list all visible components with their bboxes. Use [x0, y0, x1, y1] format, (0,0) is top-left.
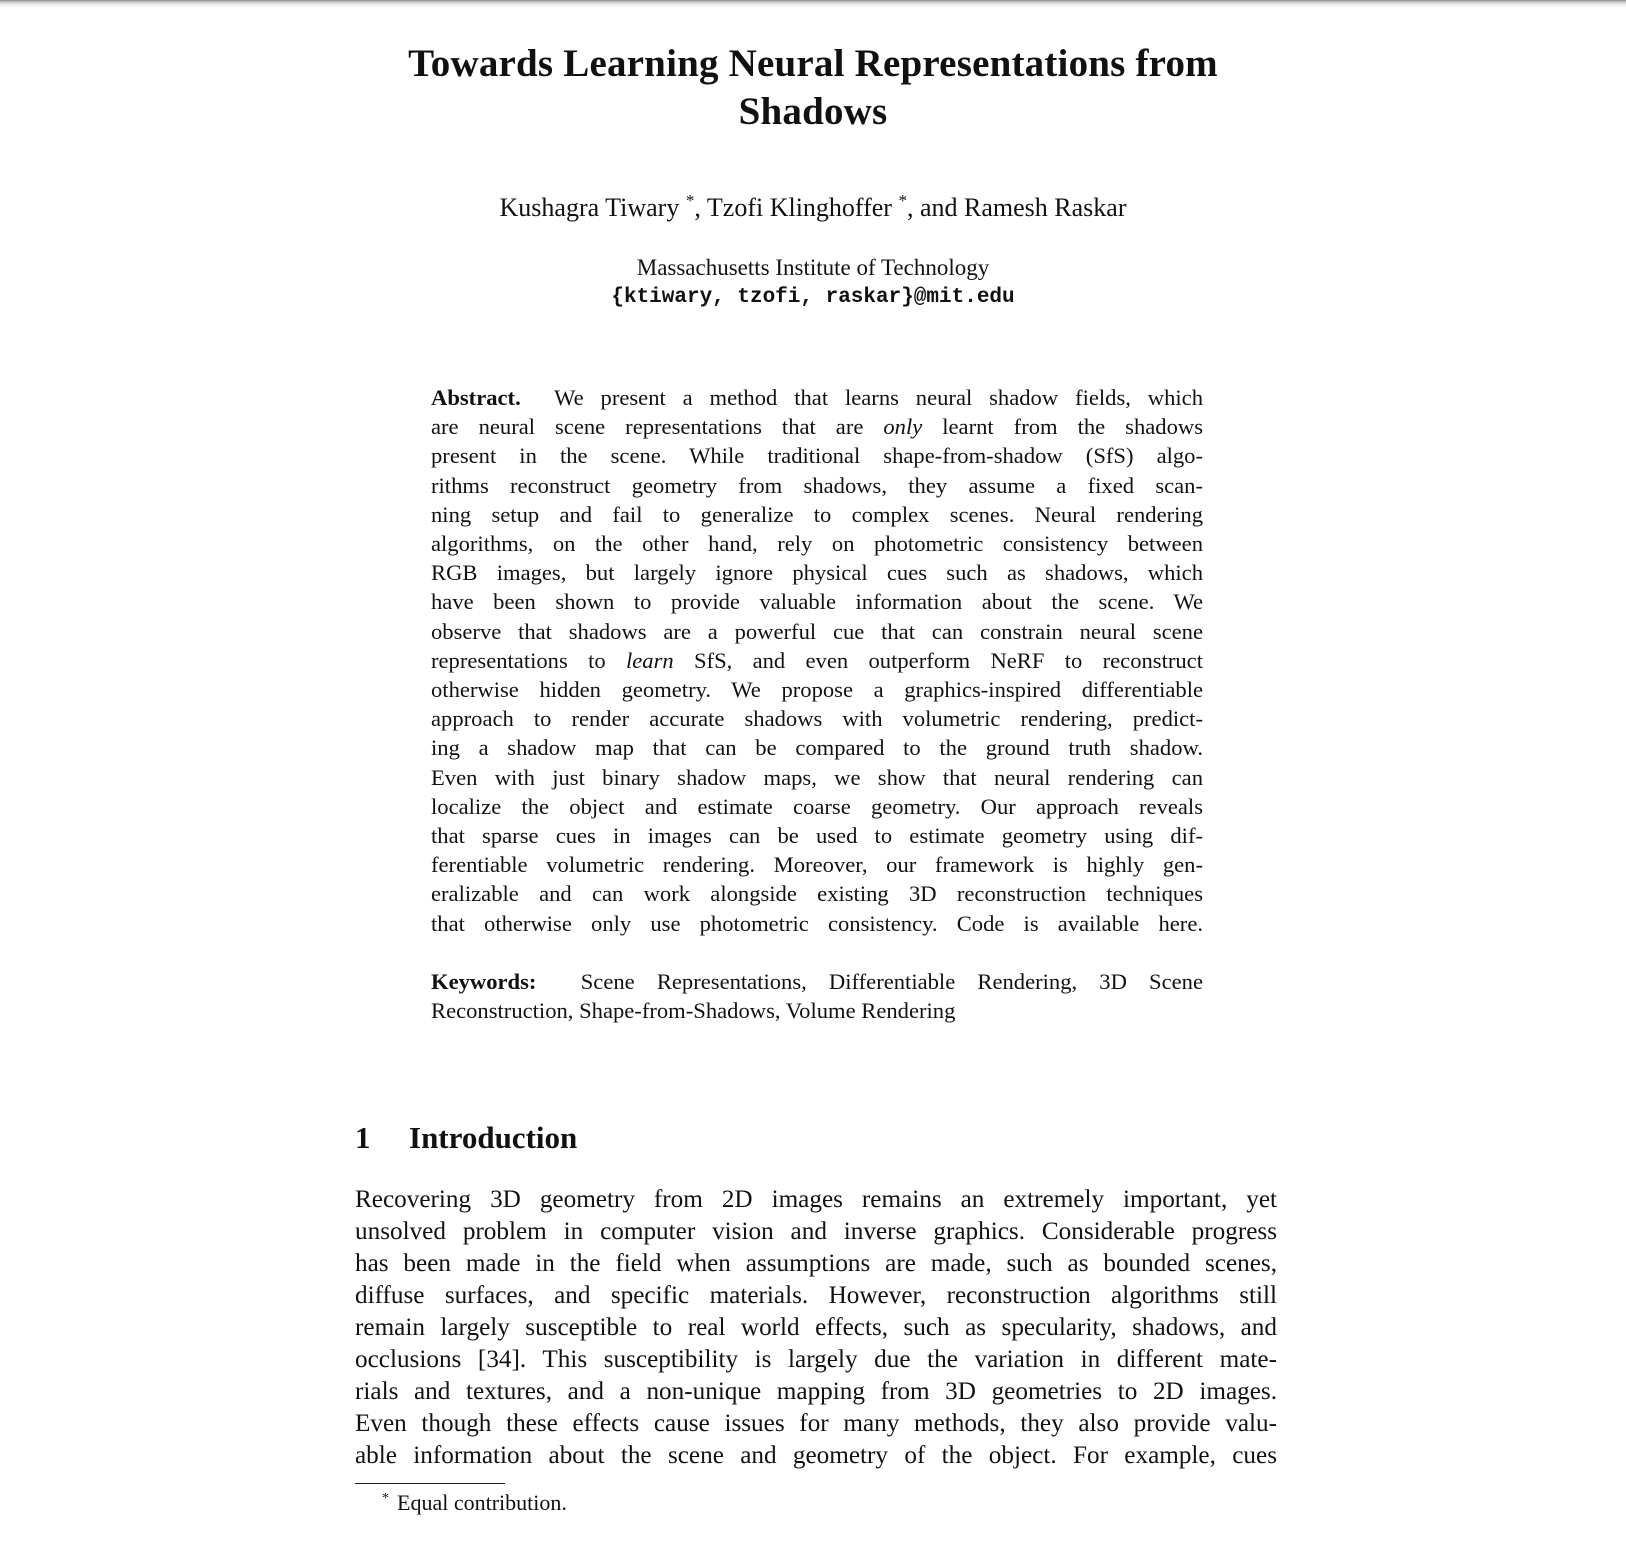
paper-title	[300, 40, 1326, 136]
author-name: Tzofi Klinghoffer	[706, 193, 892, 222]
body-line: remain largely susceptible to real world effects, such as specularity, shadows, and	[355, 1314, 1277, 1341]
body-line: unsolved problem in computer vision and inverse graphics. Considerable progress	[355, 1218, 1277, 1245]
abstract-text: are neural scene representations that are	[431, 414, 884, 440]
abstract-line: Even with just binary shadow maps, we show that neural rendering can	[431, 764, 1203, 790]
abstract-text: We present a method that learns neural shadow fields, which	[554, 385, 1203, 410]
paper-title-line-1: Towards Learning Neural Representations from	[408, 42, 1218, 85]
abstract-line: localize the object and estimate coarse geometry. Our approach reveals	[431, 793, 1203, 819]
author-list	[300, 192, 1326, 227]
abstract-line: have been shown to provide valuable information about the scene. We	[431, 589, 1203, 615]
body-line: rials and textures, and a non-unique mapping from 3D geometries to 2D images.	[355, 1378, 1277, 1405]
body-line: Recovering 3D geometry from 2D images remains an extremely important, yet	[355, 1186, 1277, 1213]
abstract-line: ing a shadow map that can be compared to the ground truth shadow.	[431, 735, 1203, 761]
section-title: Introduction	[409, 1120, 578, 1155]
abstract-line: present in the scene. While traditional shape-from-shadow (SfS) algo-	[431, 443, 1203, 469]
body-line: Even though these effects cause issues for many methods, they also provide valu-	[355, 1410, 1277, 1437]
author-name: Ramesh Raskar	[964, 193, 1127, 222]
abstract-text: learnt from the shadows	[922, 414, 1203, 440]
abstract-emphasis: only	[883, 414, 923, 440]
abstract-line: otherwise hidden geometry. We propose a graphics-inspired differentiable	[431, 677, 1203, 703]
section-number: 1	[355, 1120, 371, 1155]
keywords-text: Scene Representations, Differentiable Rendering, 3D Scene	[580, 969, 1203, 994]
keywords	[431, 967, 1203, 1025]
abstract-line	[431, 383, 1203, 412]
section-heading	[355, 1118, 577, 1158]
abstract-line: eralizable and can work alongside existing 3D reconstruction techniques	[431, 881, 1203, 907]
author-separator: , and	[906, 193, 965, 222]
author-mark: *	[898, 191, 907, 210]
footnote	[382, 1489, 567, 1521]
body-line: has been made in the field when assumptions are made, such as bounded scenes,	[355, 1250, 1277, 1277]
author-separator: ,	[694, 193, 707, 222]
abstract-line: RGB images, but largely ignore physical cues such as shadows, which	[431, 560, 1203, 586]
abstract-label: Abstract.	[431, 385, 521, 410]
abstract-line: that sparse cues in images can be used to estimate geometry using dif-	[431, 823, 1203, 849]
abstract-line: observe that shadows are a powerful cue that can constrain neural scene	[431, 618, 1203, 644]
keywords-label: Keywords:	[431, 969, 537, 994]
affiliation: Massachusetts Institute of Technology	[636, 255, 990, 280]
abstract-line: rithms reconstruct geometry from shadows, they assume a fixed scan-	[431, 472, 1203, 498]
body-line: able information about the scene and geometry of the object. For example, cues	[355, 1442, 1277, 1469]
abstract-emphasis: learn	[625, 647, 674, 673]
paper-title-line-2: Shadows	[738, 90, 888, 133]
introduction-body	[355, 1184, 1277, 1472]
abstract-text: representations to	[431, 647, 626, 673]
abstract-line	[431, 646, 1203, 675]
body-line: occlusions [34]. This susceptibility is largely due the variation in different mate-	[355, 1346, 1277, 1373]
abstract-line: that otherwise only use photometric consistency. Code is available here.	[431, 910, 1203, 936]
abstract-line: approach to render accurate shadows with volumetric rendering, predict-	[431, 706, 1203, 732]
body-line: diffuse surfaces, and specific materials. However, reconstruction algorithms still	[355, 1282, 1277, 1309]
author-emails: {ktiwary, tzofi, raskar}@mit.edu	[611, 286, 1015, 309]
keywords-line	[431, 967, 1203, 996]
keywords-line: Reconstruction, Shape-from-Shadows, Volume Rendering	[431, 998, 956, 1024]
abstract-text: SfS, and even outperform NeRF to reconstruct	[673, 647, 1203, 673]
footnote-mark: *	[382, 1491, 389, 1506]
abstract-line	[431, 412, 1203, 441]
abstract-line: ning setup and fail to generalize to complex scenes. Neural rendering	[431, 501, 1203, 527]
abstract-line: ferentiable volumetric rendering. Moreover, our framework is highly gen-	[431, 852, 1203, 878]
author-mark: *	[685, 191, 695, 210]
abstract	[431, 383, 1203, 938]
author-name: Kushagra Tiwary	[499, 193, 680, 222]
footnote-text: Equal contribution.	[397, 1490, 567, 1515]
footnote-rule	[355, 1483, 505, 1484]
abstract-line: algorithms, on the other hand, rely on photometric consistency between	[431, 531, 1203, 557]
